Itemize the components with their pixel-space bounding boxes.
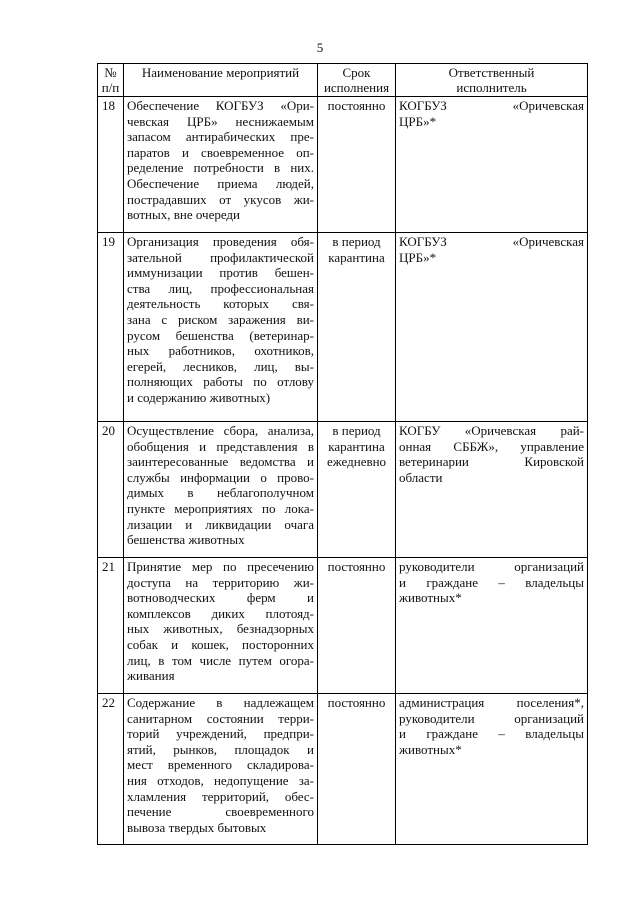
execution-term [318, 97, 396, 233]
measure-name-line: печение своевременного [127, 804, 314, 820]
measure-name-line: пострадавших от укусов жи- [127, 191, 314, 207]
responsible-executor-line: животных* [399, 590, 462, 606]
execution-term-line: постоянно [327, 98, 386, 113]
execution-term-line: в период [332, 234, 381, 249]
measure-name-line: Обеспечение приема людей, [127, 175, 314, 191]
responsible-executor-line: администрация поселения*, [399, 695, 584, 710]
measure-name-line: ния отходов, недопущение за- [127, 772, 314, 788]
measures-table [97, 63, 588, 845]
measure-name-line: ятий, рынков, площадок и [127, 741, 314, 757]
measure-name-line: лиц, в том числе путем огора- [127, 652, 314, 668]
measure-name-line: ных животных, безнадзорных [127, 621, 314, 637]
measure-name-line: русом бешенства (ветеринар- [127, 327, 314, 343]
responsible-executor [396, 97, 588, 233]
execution-term-line: в период [332, 423, 381, 438]
table-row [98, 97, 588, 233]
measure-name-line: ства лиц, профессиональная [127, 280, 314, 296]
measure-name-line: иммунизации против бешен- [127, 265, 314, 281]
responsible-executor-line: ЦРБ»* [399, 113, 437, 129]
page-number: 5 [316, 40, 324, 55]
responsible-executor-line: области [399, 469, 443, 485]
header-term-line: исполнения [323, 80, 390, 95]
measure-name-line: запасом антирабических пре- [127, 129, 314, 145]
measure-name-line: пункте мероприятиях по лока- [127, 500, 314, 516]
execution-term-line: постоянно [327, 559, 386, 574]
measure-name [124, 233, 318, 422]
measure-name-line: вотных, вне очереди [127, 207, 241, 223]
measure-name-line: собак и кошек, посторонних [127, 636, 314, 652]
measure-name-line: вывоза твердых бытовых [127, 819, 267, 835]
measure-name-line: Принятие мер по пресечению [127, 559, 314, 574]
header-name-line: Наименование мероприятий [141, 65, 300, 80]
measure-name-line: лизации и ликвидации очага [127, 516, 314, 532]
responsible-executor-line: ветеринарии Кировской [399, 454, 584, 470]
measure-name-line: вотноводческих ферм и [127, 590, 314, 606]
responsible-executor-line: и граждане – владельцы [399, 726, 584, 742]
measure-name [124, 97, 318, 233]
measure-name-line: обобщения и представления в [127, 438, 314, 454]
measure-name-line: чевская ЦРБ» неснижаемым [127, 113, 314, 129]
responsible-executor-line: животных* [399, 741, 462, 757]
measure-name-line: доступа на территорию жи- [127, 574, 314, 590]
header-term-line: Срок [342, 65, 371, 80]
responsible-executor-line: КОГБУЗ «Оричевская [399, 98, 584, 113]
responsible-executor-line: КОГБУ «Оричевская рай- [399, 423, 584, 438]
header-num-line: п/п [101, 80, 120, 95]
measure-name-line: живания [127, 668, 175, 684]
measure-name-line: Осуществление сбора, анализа, [127, 423, 314, 438]
execution-term [318, 694, 396, 845]
measure-name-line: зана с риском заражения ви- [127, 311, 314, 327]
responsible-executor-line: руководители организаций [399, 559, 584, 574]
measure-name [124, 694, 318, 845]
responsible-executor [396, 233, 588, 422]
table-row [98, 233, 588, 422]
responsible-executor-line: онная СББЖ», управление [399, 438, 584, 454]
row-number: 19 [98, 233, 124, 422]
table-header-row [98, 64, 588, 97]
responsible-executor [396, 558, 588, 694]
measure-name-line: Обеспечение КОГБУЗ «Ори- [127, 98, 314, 113]
measure-name-line: мест временного складирова- [127, 757, 314, 773]
measure-name-line: санитарном состоянии терри- [127, 710, 314, 726]
table-row [98, 694, 588, 845]
measure-name-line: Организация проведения обя- [127, 234, 314, 249]
measure-name-line: егерей, лесников, лиц, вы- [127, 358, 314, 374]
measure-name [124, 422, 318, 558]
responsible-executor [396, 694, 588, 845]
header-term [318, 64, 396, 97]
execution-term [318, 233, 396, 422]
measure-name-line: торий учреждений, предпри- [127, 726, 314, 742]
row-number: 18 [98, 97, 124, 233]
measure-name-line: бешенства животных [127, 532, 245, 548]
execution-term [318, 558, 396, 694]
row-number: 21 [98, 558, 124, 694]
execution-term-line: постоянно [327, 695, 386, 710]
measure-name-line: полняющих работы по отлову [127, 374, 314, 390]
measure-name [124, 558, 318, 694]
measure-name-line: Содержание в надлежащем [127, 695, 314, 710]
table-row [98, 422, 588, 558]
responsible-executor-line: ЦРБ»* [399, 249, 437, 265]
responsible-executor-line: и граждане – владельцы [399, 574, 584, 590]
measure-name-line: зательной профилактической [127, 249, 314, 265]
measure-name-line: ных работников, охотников, [127, 343, 314, 359]
execution-term-line: карантина [328, 438, 385, 454]
execution-term-line: карантина [328, 249, 385, 265]
measure-name-line: деятельность которых свя- [127, 296, 314, 312]
header-name [124, 64, 318, 97]
measure-name-line: заинтересованные ведомства и [127, 454, 314, 470]
header-resp-line: Ответственный [448, 65, 535, 80]
responsible-executor-line: руководители организаций [399, 710, 584, 726]
measure-name-line: хламления территорий, обес- [127, 788, 314, 804]
measure-name-line: паратов и своевременное оп- [127, 144, 314, 160]
header-num-line: № [104, 65, 117, 80]
measure-name-line: комплексов диких плотояд- [127, 605, 314, 621]
measure-name-line: димых в неблагополучном [127, 485, 314, 501]
execution-term-line: ежедневно [326, 454, 387, 470]
header-resp-line: исполнитель [456, 80, 527, 95]
responsible-executor-line: КОГБУЗ «Оричевская [399, 234, 584, 249]
measure-name-line: и содержанию животных) [127, 389, 271, 405]
row-number: 22 [98, 694, 124, 845]
header-num [98, 64, 124, 97]
responsible-executor [396, 422, 588, 558]
row-number: 20 [98, 422, 124, 558]
execution-term [318, 422, 396, 558]
measure-name-line: ределение потребности в них. [127, 160, 314, 176]
header-resp [396, 64, 588, 97]
measure-name-line: службы информации о прово- [127, 469, 314, 485]
table-row [98, 558, 588, 694]
